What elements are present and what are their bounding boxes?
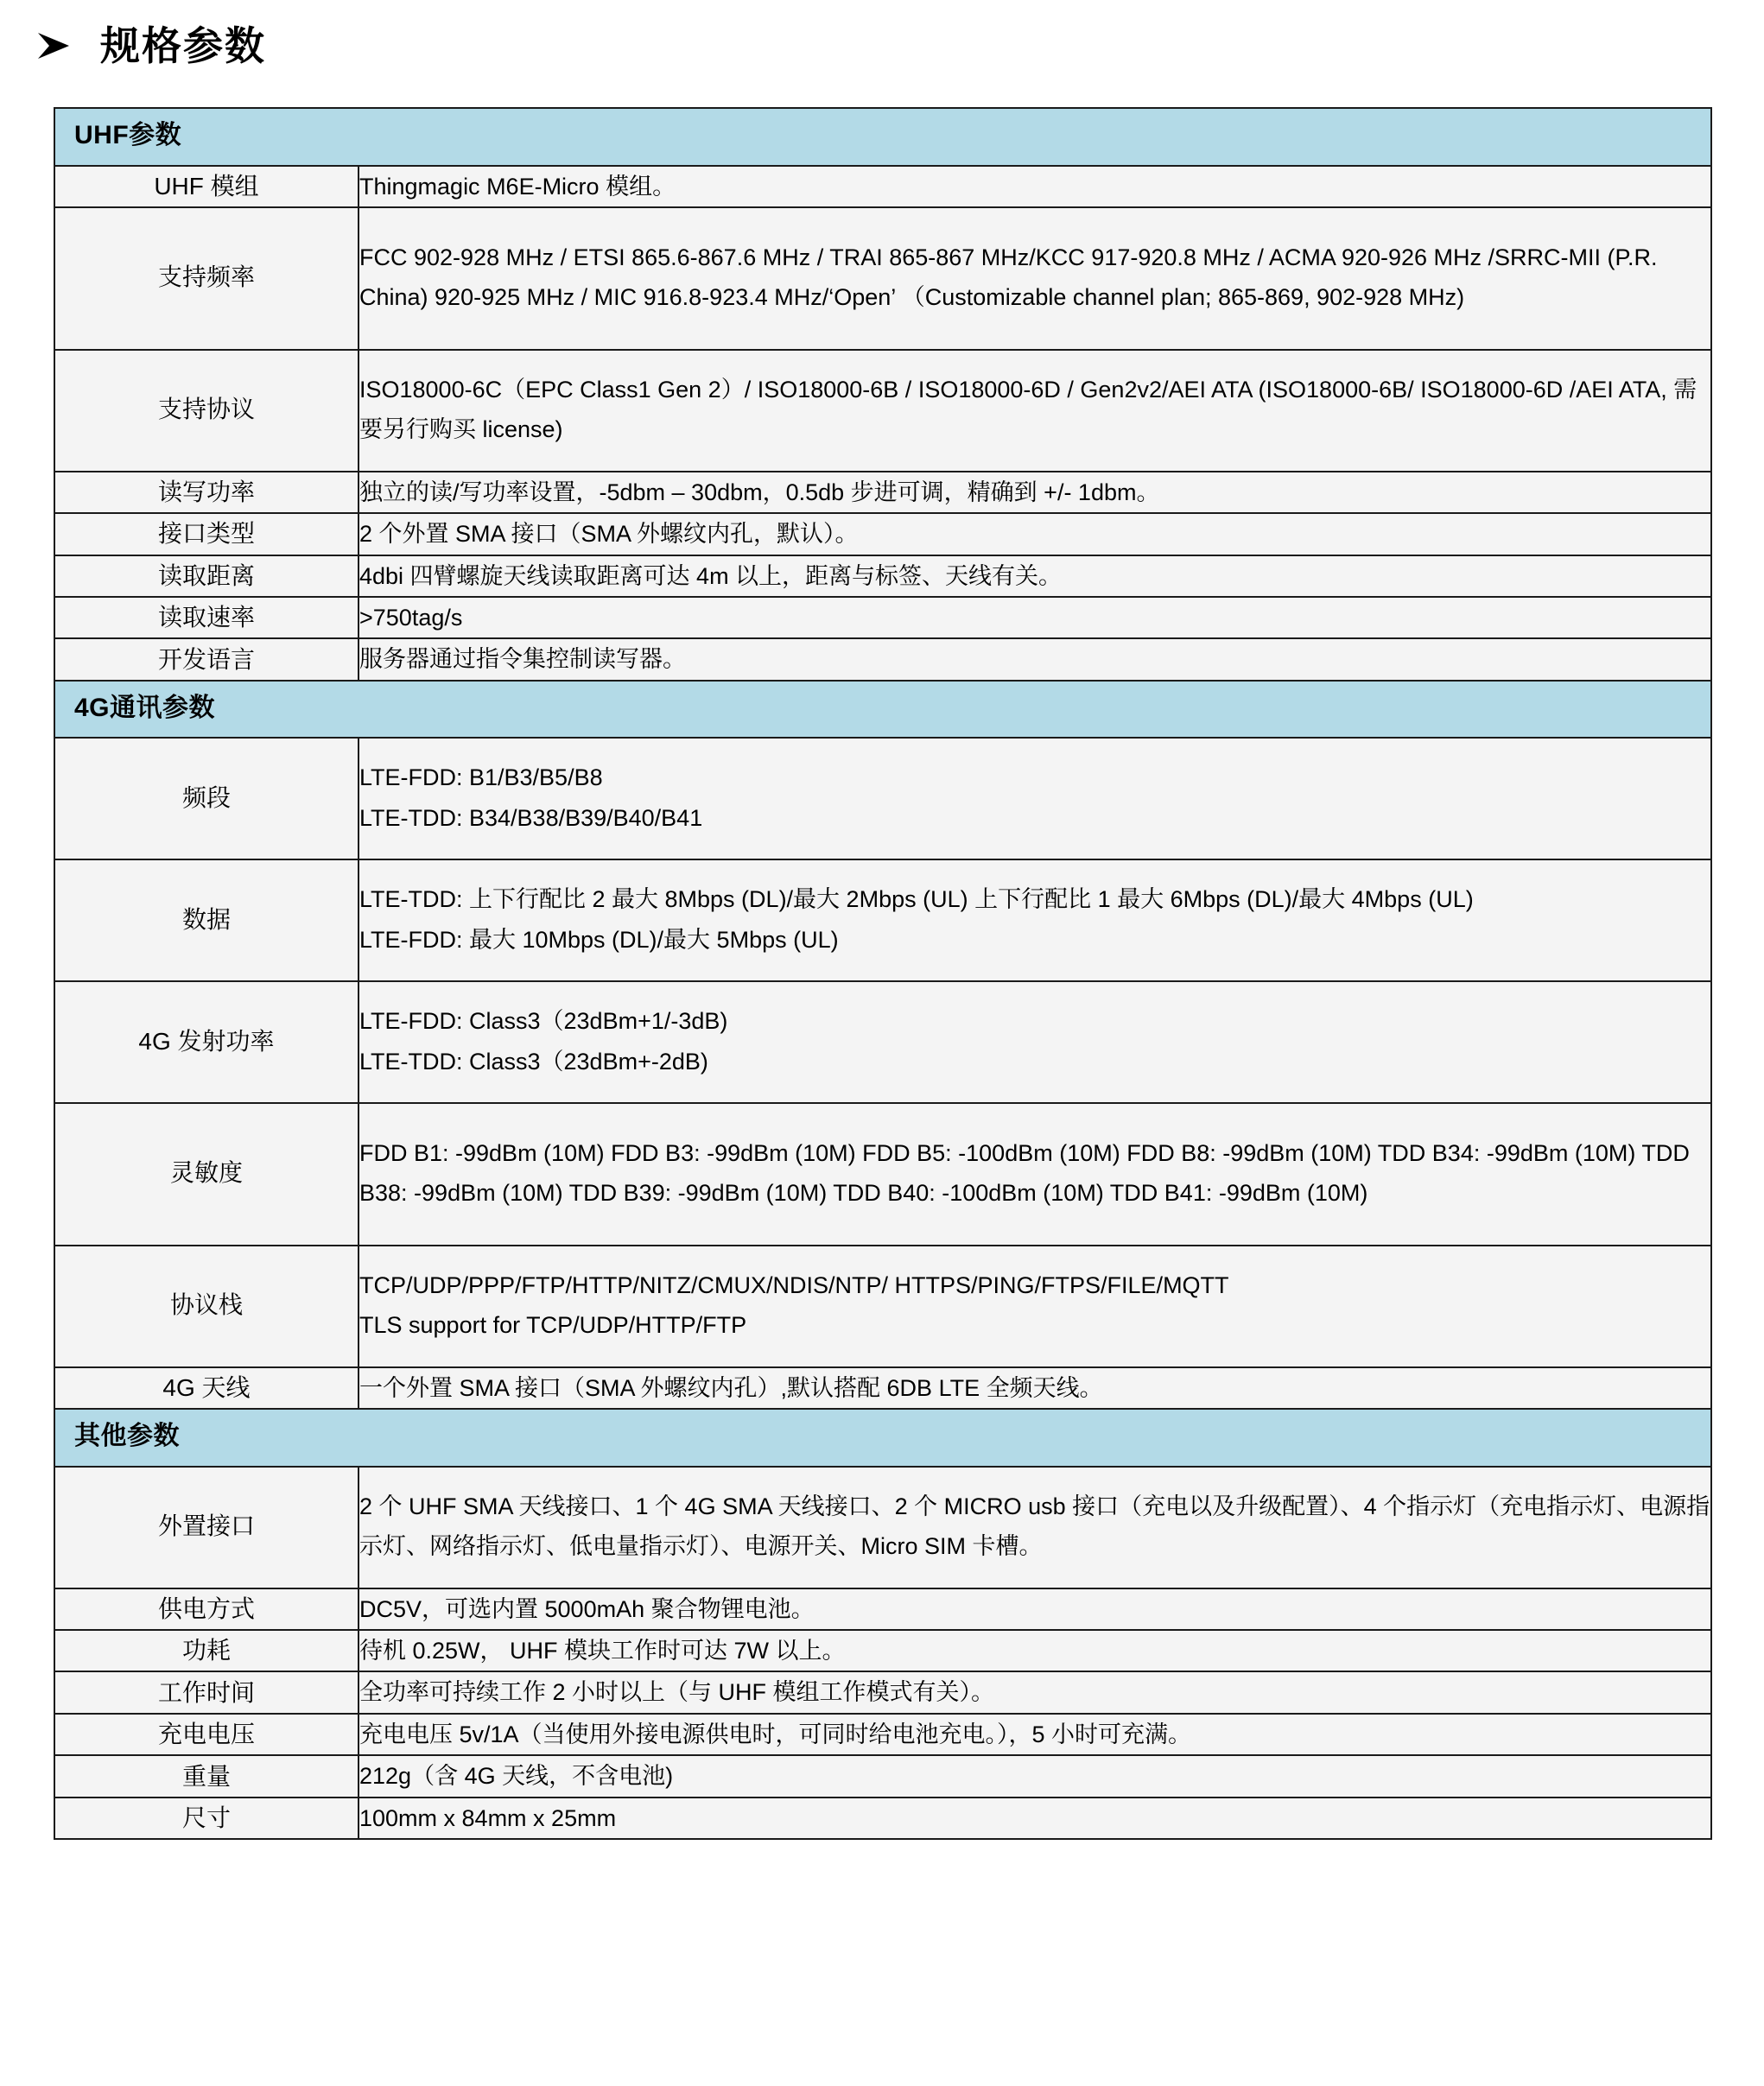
spec-label: UHF 模组 [154,172,259,200]
spec-label: 功耗 [181,1637,231,1664]
spec-value-cell [359,738,1711,859]
spec-value-line: 2 个 UHF SMA 天线接口、1 个 4G SMA 天线接口、2 个 MICRO usb 接口（充电以及升级配置）、4 个指示灯（充电指示灯、电源指示灯、网络指示灯、低电量指示灯）、电源开关、Micro SIM 卡槽。 [359,1493,1710,1560]
spec-value [359,238,1710,318]
spec-label: 灵敏度 [169,1159,243,1187]
spec-value-line: LTE-TDD: 上下行配比 2 最大 8Mbps (DL)/最大 2Mbps (UL) 上下行配比 1 最大 6Mbps (DL)/最大 4Mbps (UL) [359,886,1474,913]
spec-row [54,1755,1711,1797]
spec-value-cell [359,1246,1711,1367]
spec-label-cell [54,472,359,513]
spec-value [359,1631,1710,1671]
spec-value-line: 4dbi 四臂螺旋天线读取距离可达 4m 以上，距离与标签、天线有关。 [359,562,1063,589]
spec-label: 尺寸 [181,1804,231,1831]
spec-value-line: TCP/UDP/PPP/FTP/HTTP/NITZ/CMUX/NDIS/NTP/ HTTPS/PING/FTPS/FILE/MQTT [359,1271,1229,1298]
spec-label-cell [54,597,359,638]
spec-value [359,1589,1710,1629]
spec-value-cell [359,1588,1711,1630]
spec-value-cell [359,1467,1711,1588]
spec-row [54,513,1711,555]
spec-value [359,472,1710,512]
spec-label-cell [54,1630,359,1671]
spec-value-cell [359,1367,1711,1409]
spec-value [359,1001,1710,1081]
spec-value [359,758,1710,838]
spec-table-container [0,107,1764,1840]
spec-label-cell [54,1103,359,1246]
spec-label: 支持频率 [157,263,255,291]
page-heading [0,0,1764,67]
spec-value-line: LTE-TDD: B34/B38/B39/B40/B41 [359,804,703,831]
spec-label-cell [54,1714,359,1755]
spec-row [54,597,1711,638]
spec-value [359,1368,1710,1408]
section-header-row [54,681,1711,739]
spec-label-cell [54,350,359,472]
spec-label-cell [54,1588,359,1630]
spec-value-cell [359,1714,1711,1755]
spec-value [359,639,1710,679]
arrow-right-bullet-icon [33,25,74,67]
section-header-row [54,1409,1711,1467]
spec-row [54,472,1711,513]
spec-value [359,1265,1710,1346]
spec-label-cell [54,638,359,680]
spec-value [359,1756,1710,1796]
spec-row [54,1246,1711,1367]
spec-row [54,207,1711,350]
spec-label: 4G 天线 [162,1373,251,1401]
spec-value-line: >750tag/s [359,605,463,631]
spec-value-line: 充电电压 5v/1A（当使用外接电源供电时，可同时给电池充电。），5 小时可充满。 [359,1721,1192,1747]
page-title: 规格参数 [100,23,266,68]
spec-value-line: ISO18000-6C（EPC Class1 Gen 2）/ ISO18000-6B / ISO18000-6D / Gen2v2/AEI ATA (ISO18000-6B/ ISO18000-6D /AEI ATA, 需要另行购买 license) [359,376,1697,443]
spec-row [54,738,1711,859]
spec-label: 接口类型 [157,520,255,548]
spec-label-cell [54,513,359,555]
spec-value [359,514,1710,554]
spec-value [359,879,1710,960]
spec-value-line: LTE-FDD: 最大 10Mbps (DL)/最大 5Mbps (UL) [359,926,839,953]
spec-row [54,1103,1711,1246]
spec-label: 数据 [181,905,231,933]
spec-value-cell [359,859,1711,981]
spec-value-cell [359,472,1711,513]
spec-value-line: FDD B1: -99dBm (10M) FDD B3: -99dBm (10M) FDD B5: -100dBm (10M) FDD B8: -99dBm (10M) TDD B34: -99dBm (10M) TDD B38: -99dBm (10M) TDD B39: -99dBm (10M) TDD B40: -100dBm (10M) TDD B41: -99dBm (10M) [359,1140,1690,1207]
spec-value-line: 待机 0.25W， UHF 模块工作时可达 7W 以上。 [359,1638,846,1664]
spec-row [54,981,1711,1103]
spec-row [54,555,1711,597]
spec-label: 重量 [181,1762,231,1790]
section-header-row [54,108,1711,166]
spec-row [54,1367,1711,1409]
spec-label-cell [54,555,359,597]
spec-label-cell [54,981,359,1103]
spec-label: 充电电压 [157,1721,255,1748]
specification-table [54,107,1712,1840]
spec-value-cell [359,1755,1711,1797]
spec-label-cell [54,1798,359,1839]
spec-label-cell [54,1467,359,1588]
spec-row [54,166,1711,207]
spec-value-cell [359,207,1711,350]
spec-value-line: 全功率可持续工作 2 小时以上（与 UHF 模组工作模式有关）。 [359,1679,995,1706]
spec-label-cell [54,207,359,350]
spec-value-cell [359,1671,1711,1713]
spec-row [54,1467,1711,1588]
spec-value [359,1487,1710,1567]
spec-row [54,1671,1711,1713]
spec-label: 外置接口 [157,1512,255,1540]
spec-value [359,556,1710,596]
spec-row [54,1714,1711,1755]
spec-value [359,167,1710,206]
spec-value-cell [359,597,1711,638]
spec-label-cell [54,1246,359,1367]
spec-row [54,1798,1711,1839]
spec-label: 开发语言 [157,645,255,673]
spec-value-line: 100mm x 84mm x 25mm [359,1804,617,1831]
spec-value-line: DC5V，可选内置 5000mAh 聚合物锂电池。 [359,1595,815,1622]
spec-value-cell [359,513,1711,555]
spec-label: 供电方式 [157,1595,255,1622]
spec-value [359,1715,1710,1754]
spec-label-cell [54,738,359,859]
spec-value-line: 服务器通过指令集控制读写器。 [359,646,686,673]
spec-value-cell [359,1630,1711,1671]
spec-value-cell [359,1103,1711,1246]
spec-row [54,1588,1711,1630]
spec-value [359,598,1710,637]
spec-row [54,350,1711,472]
spec-value-line: FCC 902-928 MHz / ETSI 865.6-867.6 MHz / TRAI 865-867 MHz/KCC 917-920.8 MHz / ACMA 920-926 MHz /SRRC-MII (P.R. China) 920-925 MHz / MIC 916.8-923.4 MHz/‘Open’ （Customizable channel plan; 865-869, 902-928 MHz) [359,244,1658,311]
spec-label: 读写功率 [157,478,255,505]
spec-value-line: Thingmagic M6E-Micro 模组。 [359,173,676,200]
spec-label-cell [54,1755,359,1797]
spec-value-line: TLS support for TCP/UDP/HTTP/FTP [359,1312,747,1339]
spec-row [54,1630,1711,1671]
spec-value [359,1133,1710,1214]
spec-label: 工作时间 [157,1678,255,1706]
spec-value-line: LTE-TDD: Class3（23dBm+-2dB) [359,1048,708,1075]
spec-label: 4G 发射功率 [138,1027,275,1055]
section-title: 其他参数 [74,1422,180,1451]
spec-value-line: 独立的读/写功率设置，-5dbm – 30dbm，0.5db 步进可调，精确到 +/- 1dbm。 [359,479,1160,505]
spec-row [54,638,1711,680]
spec-value [359,370,1710,450]
section-header-cell [54,1409,1711,1467]
section-header-cell [54,681,1711,739]
spec-label-cell [54,166,359,207]
spec-label-cell [54,1367,359,1409]
spec-label-cell [54,859,359,981]
spec-label: 频段 [181,783,231,811]
spec-value-line: 2 个外置 SMA 接口（SMA 外螺纹内孔，默认）。 [359,521,859,548]
spec-value-cell [359,350,1711,472]
spec-value-line: LTE-FDD: B1/B3/B5/B8 [359,764,603,791]
spec-value [359,1672,1710,1712]
section-header-cell [54,108,1711,166]
spec-value-cell [359,638,1711,680]
spec-label-cell [54,1671,359,1713]
spec-value [359,1798,1710,1838]
spec-value-line: LTE-FDD: Class3（23dBm+1/-3dB) [359,1008,728,1035]
spec-label: 读取速率 [157,604,255,631]
spec-row [54,859,1711,981]
spec-value-cell [359,1798,1711,1839]
spec-label: 支持协议 [157,396,255,423]
section-title: UHF参数 [74,121,182,149]
spec-value-cell [359,555,1711,597]
spec-label: 协议栈 [169,1291,243,1319]
spec-value-cell [359,981,1711,1103]
spec-value-cell [359,166,1711,207]
spec-value-line: 一个外置 SMA 接口（SMA 外螺纹内孔）,默认搭配 6DB LTE 全频天线。 [359,1374,1103,1401]
spec-label: 读取距离 [157,561,255,589]
section-title: 4G通讯参数 [74,693,216,722]
spec-value-line: 212g（含 4G 天线，不含电池) [359,1763,674,1790]
